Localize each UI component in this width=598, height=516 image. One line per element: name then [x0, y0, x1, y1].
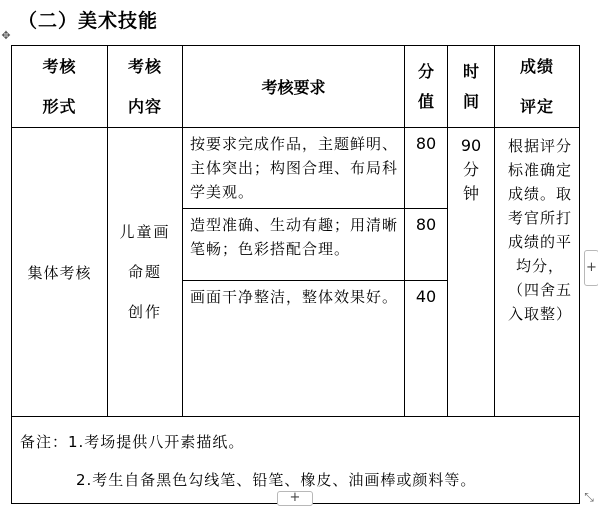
content-line1: 儿童画 [119, 223, 171, 241]
resize-handle-icon[interactable]: ⤡ [584, 490, 594, 504]
table-move-anchor-icon[interactable]: ✥ [1, 29, 11, 42]
header-form [12, 46, 108, 128]
header-evaluation [495, 46, 580, 128]
evaluation-cell: 根据评分标准确定成绩。取考官所打成绩的平均分，（四舍五入取整） [495, 128, 580, 417]
header-content-line1: 考核 [127, 56, 162, 76]
header-requirements: 考核要求 [183, 46, 405, 128]
header-content-line2: 内容 [127, 96, 162, 116]
content-line3: 创作 [127, 303, 162, 321]
requirement-cell: 画面干净整洁，整体效果好。 [183, 281, 405, 417]
header-form-line2: 形式 [42, 96, 77, 116]
header-score-line1: 分 [417, 61, 434, 81]
header-time-line1: 时 [462, 61, 479, 81]
content-cell [108, 128, 183, 417]
time-line3: 钟 [462, 184, 479, 203]
requirement-cell: 按要求完成作品，主题鲜明、主体突出；构图合理、布局科学美观。 [183, 128, 405, 209]
header-evaluation-line2: 评定 [519, 96, 554, 116]
header-form-line1: 考核 [42, 56, 77, 76]
header-time-line2: 间 [462, 91, 479, 111]
add-column-button[interactable]: + [584, 250, 598, 286]
form-cell: 集体考核 [12, 128, 108, 417]
add-row-button[interactable]: + [277, 491, 313, 506]
header-score [405, 46, 448, 128]
header-content [108, 46, 183, 128]
score-cell: 80 [405, 128, 448, 209]
requirement-cell: 造型准确、生动有趣；用清晰笔畅；色彩搭配合理。 [183, 209, 405, 281]
score-cell: 80 [405, 209, 448, 281]
time-line2: 分 [462, 160, 479, 179]
header-score-line2: 值 [417, 91, 434, 111]
header-time [448, 46, 495, 128]
content-line2: 命题 [127, 263, 162, 281]
section-heading: （二）美术技能 [18, 10, 159, 32]
note-line-2: 2.考生自备黑色勾线笔、铅笔、橡皮、油画棒或颜料等。 [76, 471, 477, 489]
exam-requirements-table [11, 45, 580, 504]
header-evaluation-line1: 成绩 [519, 56, 554, 76]
note-line-1: 备注：1.考场提供八开素描纸。 [20, 433, 245, 451]
header-row [12, 46, 580, 128]
time-line1: 90 [460, 136, 482, 155]
table-row [12, 128, 580, 209]
time-cell [448, 128, 495, 417]
score-cell: 40 [405, 281, 448, 417]
